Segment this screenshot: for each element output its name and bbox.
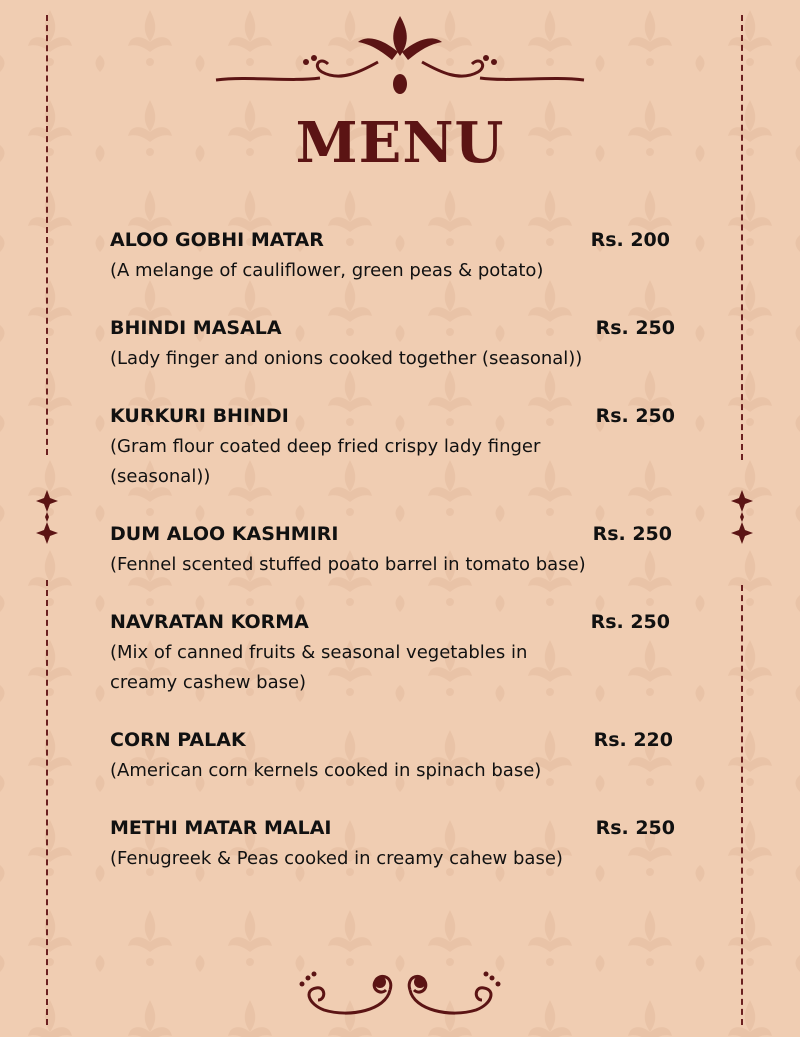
item-name: KURKURI BHINDI <box>110 405 289 427</box>
left-border-bottom <box>46 580 48 1025</box>
menu-title: MENU <box>295 110 505 176</box>
menu-item <box>110 727 675 786</box>
menu-item <box>110 227 675 286</box>
right-border-top <box>741 15 743 460</box>
right-star-diamond-icon <box>731 490 753 544</box>
item-price: Rs. 220 <box>593 729 673 751</box>
item-name: NAVRATAN KORMA <box>110 611 309 633</box>
item-price: Rs. 250 <box>595 817 675 839</box>
item-price: Rs. 250 <box>592 523 672 545</box>
menu-item <box>110 521 675 580</box>
item-price: Rs. 250 <box>595 317 675 339</box>
item-description: (American corn kernels cooked in spinach base) <box>110 760 542 781</box>
item-price: Rs. 200 <box>590 229 670 251</box>
left-border-top <box>46 15 48 455</box>
right-border-bottom <box>741 585 743 1025</box>
item-description: (Gram flour coated deep fried crispy lady finger (seasonal)) <box>110 436 541 487</box>
item-description: (Fenugreek & Peas cooked in creamy cahew base) <box>110 848 563 869</box>
item-name: CORN PALAK <box>110 729 246 751</box>
item-name: ALOO GOBHI MATAR <box>110 229 324 251</box>
item-description: (Lady finger and onions cooked together (seasonal)) <box>110 348 583 369</box>
scroll-swirl-icon <box>290 970 510 1030</box>
menu-item <box>110 315 675 374</box>
menu-item <box>110 815 675 874</box>
item-description: (Mix of canned fruits & seasonal vegetables in creamy cashew base) <box>110 642 528 693</box>
menu-item <box>110 609 675 698</box>
item-name: BHINDI MASALA <box>110 317 282 339</box>
menu-item <box>110 403 675 492</box>
item-description: (Fennel scented stuffed poato barrel in tomato base) <box>110 554 586 575</box>
item-name: METHI MATAR MALAI <box>110 817 332 839</box>
item-price: Rs. 250 <box>595 405 675 427</box>
item-description: (A melange of cauliflower, green peas & potato) <box>110 260 544 281</box>
fleur-de-lis-scroll-icon <box>210 12 590 102</box>
left-star-diamond-icon <box>36 490 58 544</box>
item-price: Rs. 250 <box>590 611 670 633</box>
item-name: DUM ALOO KASHMIRI <box>110 523 339 545</box>
